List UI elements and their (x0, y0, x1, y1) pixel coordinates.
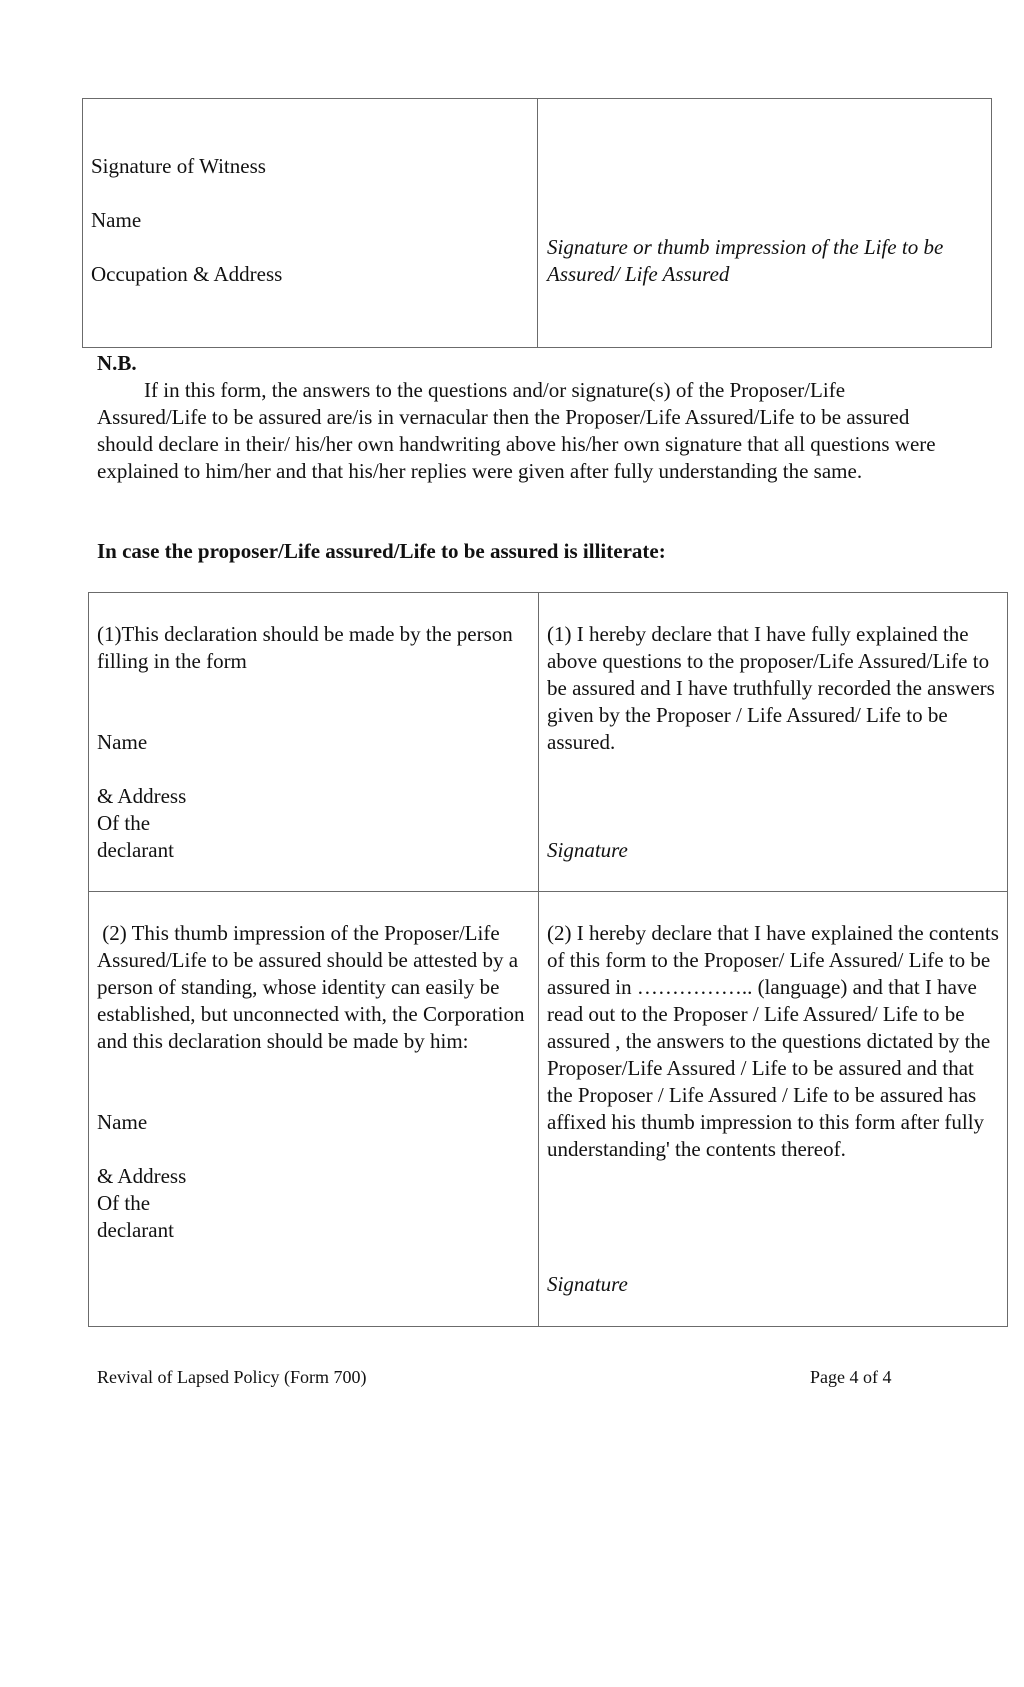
declaration-1-instruction: (1)This declaration should be made by the person filling in the form (97, 622, 513, 673)
declarant-1-name-label: Name (97, 730, 148, 754)
declaration-1-statement: (1) I hereby declare that I have fully explained the above questions to the proposer/Life Assured/Life to be assured and I have truthfully recorded the answers given by the Proposer / Life Assured/ Life to be assured. (547, 622, 995, 754)
declarant-2-of-the-label: Of the (97, 1191, 151, 1215)
life-assured-signature-caption: Signature or thumb impression of the Life to be Assured/ Life Assured (547, 235, 944, 286)
declaration-2-statement: (2) I hereby declare that I have explained the contents of this form to the Proposer/ Life Assured/ Life to be assured in …………….. (language) and that I have read out to the Proposer / Life Assured/ Life to be assured , the answers to the questions dictated by the Proposer/Life Assured / Life to be assured and that the Proposer / Life Assured / Life to be assured has affixed his thumb impression to this form after fully understanding' the contents thereof. (547, 921, 999, 1161)
declarant-2-address-label: & Address (97, 1164, 187, 1188)
declarant-2-declarant-label: declarant (97, 1218, 174, 1242)
witness-name-label: Name (91, 208, 142, 232)
declarant-1-declarant-label: declarant (97, 838, 174, 862)
declaration-table-divider (538, 592, 539, 1327)
declarant-1-address-label: & Address (97, 784, 187, 808)
illiterate-heading: In case the proposer/Life assured/Life to be assured is illiterate: (97, 539, 666, 563)
declarant-2-name-label: Name (97, 1110, 148, 1134)
witness-occupation-label: Occupation & Address (91, 262, 283, 286)
nb-paragraph: If in this form, the answers to the questions and/or signature(s) of the Proposer/Life Assured/Life to be assured are/is in vernacular then the Proposer/Life Assured/Life to be assured should declare in their/ his/her own handwriting above his/her own signature that all questions were explained to him/her and that his/her replies were given after fully understanding the same. (97, 378, 936, 483)
declarant-1-of-the-label: Of the (97, 811, 151, 835)
footer-page-number: Page 4 of 4 (810, 1367, 892, 1387)
declaration-row-divider (88, 891, 1008, 892)
footer-form-name: Revival of Lapsed Policy (Form 700) (97, 1367, 367, 1387)
declaration-1-signature-label: Signature (547, 838, 628, 862)
declaration-2-signature-label: Signature (547, 1272, 628, 1296)
declaration-2-instruction: (2) This thumb impression of the Proposer/Life Assured/Life to be assured should be attested by a person of standing, whose identity can easily be established, but unconnected with, the Corporation and this declaration should be made by him: (97, 921, 530, 1053)
witness-signature-label: Signature of Witness (91, 154, 266, 178)
witness-box-divider (537, 98, 538, 348)
nb-heading: N.B. (97, 351, 137, 375)
